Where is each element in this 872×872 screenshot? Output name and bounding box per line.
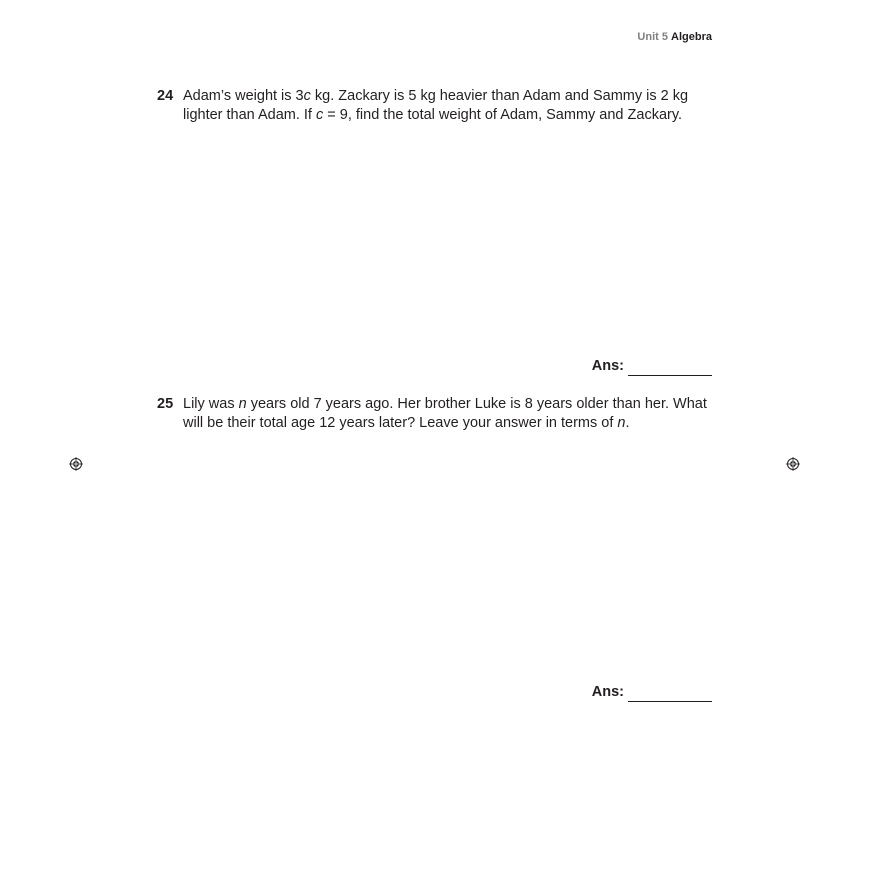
registration-mark-icon (786, 457, 800, 471)
page-header (637, 30, 712, 44)
text-segment: = 9, find the total weight of Adam, Sammy and Zackary. (323, 107, 683, 123)
text-segment: . (625, 415, 630, 431)
variable: c (303, 88, 311, 104)
answer-line[interactable] (628, 687, 712, 702)
answer-24 (592, 357, 712, 376)
answer-line[interactable] (628, 361, 712, 376)
variable: n (238, 396, 247, 412)
variable: c (316, 107, 324, 123)
text-segment: years old 7 years ago. Her brother Luke is 8 years older than her. What will be their total age 12 years later? Leave your answer in terms of (183, 396, 707, 431)
variable: n (617, 415, 626, 431)
question-number: 25 (157, 396, 174, 412)
question-24 (157, 87, 717, 125)
question-number: 24 (157, 88, 174, 104)
text-segment: Lily was (183, 396, 239, 412)
answer-label: Ans: (591, 684, 624, 700)
text-segment: Adam’s weight is 3 (183, 88, 304, 104)
unit-title: Algebra (671, 31, 712, 43)
text-segment: kg. Zackary is 5 kg heavier than Adam and Sammy is 2 kg lighter than Adam. If (183, 88, 689, 123)
answer-25 (592, 683, 712, 702)
question-text (183, 395, 717, 433)
registration-mark-icon (69, 457, 83, 471)
unit-label: Unit 5 (637, 31, 668, 43)
answer-label: Ans: (591, 358, 624, 374)
question-25 (157, 395, 717, 433)
question-text (183, 87, 717, 125)
